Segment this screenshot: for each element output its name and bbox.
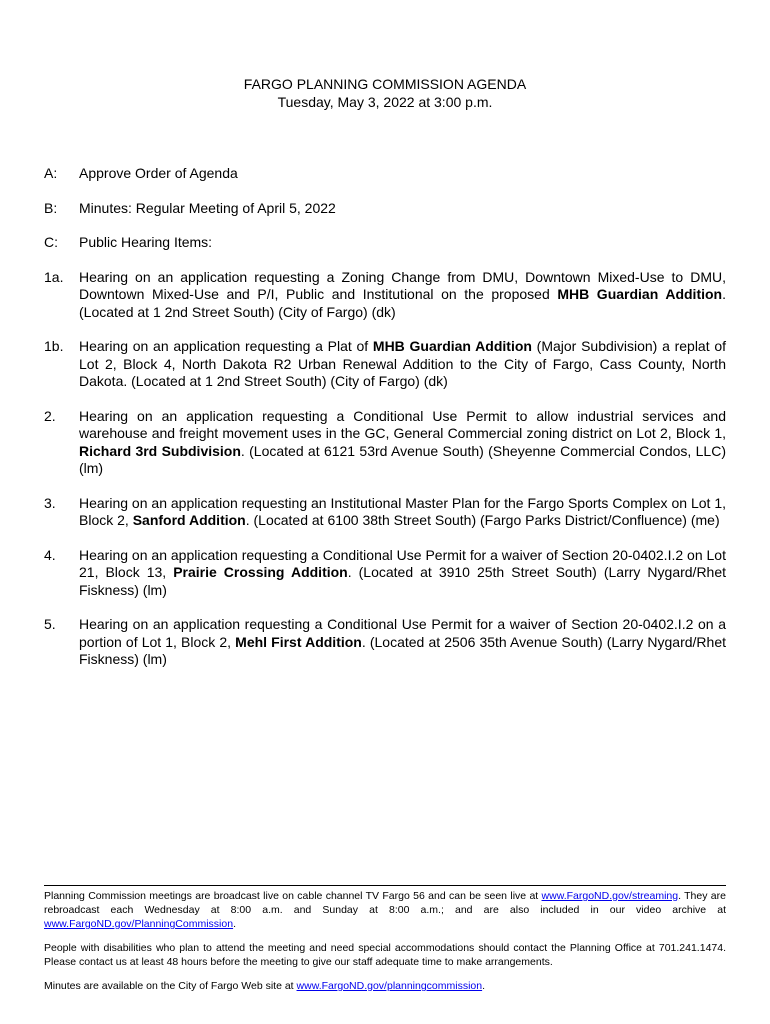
planning-commission-link[interactable]: www.FargoND.gov/PlanningCommission	[44, 918, 234, 930]
accessibility-note: People with disabilities who plan to attend the meeting and need special accommodations should contact the Planning Office at 701.241.1474. Please contact us at least 48 hours before the meeting to give our staff adequate time to make arrangements.	[44, 942, 726, 968]
item-text-pre: Hearing on an application requesting a Conditional Use Permit to allow industrial services and warehouse and freight movement uses in the GC, General Commercial zoning district on Lot 2, Block 1,	[79, 407, 726, 441]
item-text-pre: Hearing on an application requesting a Conditional Use Permit for a waiver of Section 20-0402.I.2 on a portion of Lot 1, Block 2,	[79, 616, 726, 650]
agenda-item-a	[44, 165, 726, 183]
agenda-item-5	[44, 616, 726, 669]
item-text	[79, 338, 726, 391]
item-text: Public Hearing Items:	[79, 234, 213, 250]
item-number: 2.	[44, 407, 56, 424]
minutes-link[interactable]: www.FargoND.gov/planningcommission	[296, 980, 483, 992]
item-number: 1b.	[44, 338, 64, 354]
item-text-post: . (Located at 2506 35th Avenue South) (Larry Nygard/Rhet Fiskness) (lm)	[79, 633, 726, 667]
item-text-post: (Major Subdivision) a replat of Lot 2, Block 4, North Dakota R2 Urban Renewal Addition to the City of Fargo, Cass County, North Dakota. (Located at 1 2nd Street South) (City of Fargo) (dk)	[79, 338, 727, 389]
agenda-title: FARGO PLANNING COMMISSION AGENDA	[243, 76, 527, 92]
item-subdivision-name: Prairie Crossing Addition	[173, 564, 348, 580]
item-text-post: . (Located at 6121 53rd Avenue South) (Sheyenne Commercial Condos, LLC) (lm)	[79, 442, 726, 476]
item-text-post: . (Located at 3910 25th Street South) (Larry Nygard/Rhet Fiskness) (lm)	[79, 564, 727, 598]
item-subdivision-name: Mehl First Addition	[235, 633, 362, 650]
minutes-text-end: .	[482, 980, 486, 992]
streaming-link[interactable]: www.FargoND.gov/streaming	[541, 890, 679, 902]
item-text-pre: Hearing on an application requesting a Plat of	[79, 338, 373, 354]
item-text-post: . (Located at 6100 38th Street South) (Fargo Parks District/Confluence) (me)	[245, 512, 720, 528]
item-text: Approve Order of Agenda	[79, 165, 238, 181]
agenda-item-c	[44, 234, 726, 252]
footer-notes	[44, 885, 726, 1003]
item-text-pre: Hearing on an application requesting an Institutional Master Plan for the Fargo Sports Complex on Lot 1, Block 2,	[79, 494, 726, 528]
broadcast-text-end: .	[233, 918, 236, 930]
item-number: 5.	[44, 616, 56, 632]
broadcast-note	[44, 889, 726, 931]
item-subdivision-name: Richard 3rd Subdivision	[79, 442, 241, 459]
item-text-pre: Hearing on an application requesting a Conditional Use Permit for a waiver of Section 20-0402.I.2 on Lot 21, Block 13,	[79, 546, 726, 580]
item-text: Minutes: Regular Meeting of April 5, 2022	[79, 199, 336, 216]
item-subdivision-name: MHB Guardian Addition	[372, 338, 532, 354]
agenda-items	[44, 165, 726, 686]
item-text-pre: Hearing on an application requesting a Zoning Change from DMU, Downtown Mixed-Use to DMU, Downtown Mixed-Use and P/I, Public and Institutional on the proposed	[79, 268, 726, 302]
item-text-post: . (Located at 1 2nd Street South) (City of Fargo) (dk)	[79, 286, 726, 320]
item-number: 3.	[44, 494, 56, 511]
item-text	[79, 495, 726, 530]
rebroadcast-text: . They are rebroadcast each Wednesday at 8:00 a.m. and Sunday at 8:00 a.m.; and are also included in our video archive at	[44, 890, 726, 916]
item-number: B:	[44, 199, 58, 216]
agenda-item-2	[44, 408, 726, 478]
broadcast-text: Planning Commission meetings are broadcast live on cable channel TV Fargo 56 and can be seen live at	[44, 890, 542, 902]
agenda-item-3	[44, 495, 726, 530]
agenda-item-b	[44, 200, 726, 218]
item-text	[79, 616, 726, 669]
agenda-item-1a	[44, 269, 726, 322]
agenda-item-4	[44, 547, 726, 600]
item-number: 4.	[44, 546, 56, 563]
item-number: A:	[44, 165, 58, 181]
item-text	[79, 547, 726, 600]
minutes-note	[44, 979, 726, 993]
item-text	[79, 269, 726, 322]
minutes-text: Minutes are available on the City of Fargo Web site at	[44, 980, 297, 992]
meeting-date: Tuesday, May 3, 2022 at 3:00 p.m.	[277, 94, 493, 110]
item-subdivision-name: MHB Guardian Addition	[557, 286, 723, 302]
item-text	[79, 408, 726, 478]
item-number: 1a.	[44, 268, 64, 285]
agenda-header	[0, 75, 770, 111]
agenda-item-1b	[44, 338, 726, 391]
item-subdivision-name: Sanford Addition	[132, 512, 246, 528]
item-number: C:	[44, 234, 58, 250]
